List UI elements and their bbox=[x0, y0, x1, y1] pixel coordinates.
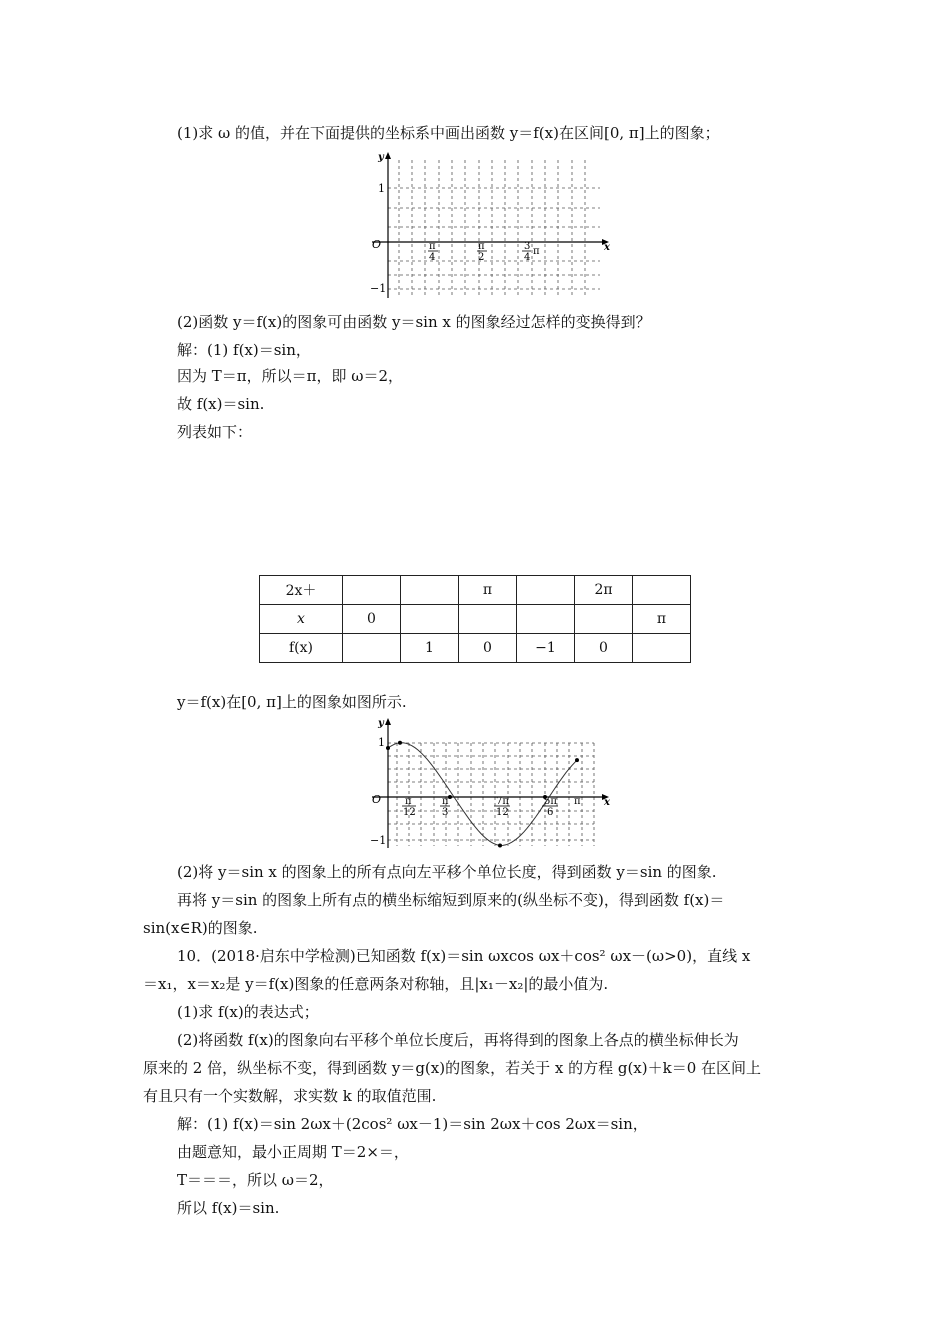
tick-5pi-6 bbox=[542, 796, 558, 818]
table-cell bbox=[343, 634, 401, 663]
problem10-line-5: 原来的 2 倍，纵坐标不变，得到函数 y＝g(x)的图象，若关于 x 的方程 g(x)＋k＝0 在区间上 bbox=[143, 1059, 762, 1077]
table-cell bbox=[633, 634, 691, 663]
problem10-line-2: ＝x₁，x＝x₂是 y＝f(x)图象的任意两条对称轴，且|x₁－x₂|的最小值为. bbox=[143, 975, 609, 993]
table-row bbox=[260, 634, 691, 663]
table-cell: 2π bbox=[575, 576, 633, 605]
table-cell: 0 bbox=[575, 634, 633, 663]
table-cell: 1 bbox=[401, 634, 459, 663]
problem10-line-8: 由题意知，最小正周期 T＝2×＝， bbox=[177, 1143, 409, 1161]
y-axis-arrow bbox=[385, 718, 391, 725]
y-axis-arrow bbox=[385, 152, 391, 159]
tick-pi-3 bbox=[440, 796, 450, 818]
point-zero-1 bbox=[448, 795, 452, 799]
svg-text:4: 4 bbox=[524, 252, 531, 263]
solution-line-1: 解：(1) f(x)＝sin， bbox=[177, 341, 311, 359]
solution-line-4: 列表如下： bbox=[177, 423, 253, 441]
grid-lines bbox=[388, 743, 594, 846]
table-cell: 0 bbox=[343, 605, 401, 634]
table-cell bbox=[459, 605, 517, 634]
table-row bbox=[260, 605, 691, 634]
svg-text:π: π bbox=[442, 796, 449, 807]
problem10-line-6: 有且只有一个实数解，求实数 k 的取值范围. bbox=[143, 1087, 437, 1105]
problem10-line-10: 所以 f(x)＝sin. bbox=[177, 1199, 280, 1217]
table-cell: 2x＋ bbox=[260, 576, 343, 605]
origin-label: O bbox=[372, 793, 382, 806]
empty-coordinate-grid bbox=[366, 150, 616, 300]
table-row bbox=[260, 576, 691, 605]
problem10-line-9: T＝＝＝，所以 ω＝2， bbox=[177, 1171, 334, 1189]
svg-text:5π: 5π bbox=[544, 796, 557, 807]
table-cell bbox=[401, 605, 459, 634]
problem10-line-1: 10．(2018·启东中学检测)已知函数 f(x)＝sin ωxcos ωx＋cos² ωx－(ω>0)，直线 x bbox=[177, 947, 751, 965]
grid-lines bbox=[388, 160, 600, 297]
solution-line-3: 故 f(x)＝sin. bbox=[177, 395, 265, 413]
q1-prompt: (1)求 ω 的值，并在下面提供的坐标系中画出函数 y＝f(x)在区间[0, π]上的图象； bbox=[177, 124, 720, 142]
y-axis-label: y bbox=[378, 152, 384, 163]
table-cell: π bbox=[633, 605, 691, 634]
answer2-line-1: (2)将 y＝sin x 的图象上的所有点向左平移个单位长度，得到函数 y＝sin 的图象. bbox=[177, 863, 717, 881]
y-neg-label: −1 bbox=[370, 834, 387, 847]
solution-line-2: 因为 T＝π，所以＝π，即 ω＝2， bbox=[177, 367, 404, 385]
svg-text:12: 12 bbox=[403, 807, 416, 818]
tick-pi-4 bbox=[428, 241, 438, 263]
answer2-line-3: sin(x∈R)的图象. bbox=[143, 919, 258, 937]
tick-pi: π bbox=[574, 796, 581, 807]
point-end bbox=[575, 758, 579, 762]
svg-text:π: π bbox=[533, 246, 540, 257]
sine-curve bbox=[388, 743, 577, 846]
point-start bbox=[386, 746, 390, 750]
table-cell bbox=[343, 576, 401, 605]
x-axis-label: x bbox=[604, 797, 610, 808]
table-cell: 0 bbox=[459, 634, 517, 663]
problem10-line-4: (2)将函数 f(x)的图象向右平移个单位长度后，再将得到的图象上各点的横坐标伸长为 bbox=[177, 1031, 739, 1049]
problem10-line-7: 解：(1) f(x)＝sin 2ωx＋(2cos² ωx－1)＝sin 2ωx＋cos 2ωx＝sin， bbox=[177, 1115, 648, 1133]
svg-text:2: 2 bbox=[478, 252, 485, 263]
svg-text:12: 12 bbox=[496, 807, 509, 818]
sine-graph bbox=[366, 716, 616, 856]
svg-text:4: 4 bbox=[429, 252, 436, 263]
answer2-line-2: 再将 y＝sin 的图象上所有点的横坐标缩短到原来的(纵坐标不变)，得到函数 f(x)＝ bbox=[177, 891, 725, 909]
table-cell bbox=[633, 576, 691, 605]
svg-text:3: 3 bbox=[524, 241, 531, 252]
point-max bbox=[398, 741, 402, 745]
svg-text:3: 3 bbox=[442, 807, 449, 818]
value-table bbox=[259, 575, 691, 663]
origin-label: O bbox=[372, 238, 382, 251]
tick-7pi-12 bbox=[494, 796, 510, 818]
y-axis-label: y bbox=[378, 718, 384, 729]
table-cell bbox=[401, 576, 459, 605]
tick-pi-2 bbox=[477, 241, 487, 263]
svg-text:π: π bbox=[429, 241, 436, 252]
y-pos-label: 1 bbox=[378, 736, 385, 749]
table-cell bbox=[575, 605, 633, 634]
table-cell: π bbox=[459, 576, 517, 605]
svg-text:π: π bbox=[478, 241, 485, 252]
x-axis-label: x bbox=[604, 242, 610, 253]
tick-3pi-4 bbox=[522, 241, 540, 263]
svg-text:7π: 7π bbox=[496, 796, 509, 807]
table-cell: f(x) bbox=[260, 634, 343, 663]
graph-caption: y＝f(x)在[0, π]上的图象如图所示. bbox=[177, 693, 407, 711]
problem10-line-3: (1)求 f(x)的表达式； bbox=[177, 1003, 319, 1021]
y-neg-label: −1 bbox=[370, 282, 387, 295]
y-pos-label: 1 bbox=[378, 182, 385, 195]
table-cell: −1 bbox=[517, 634, 575, 663]
point-min bbox=[498, 844, 502, 848]
table-cell bbox=[517, 576, 575, 605]
q2-prompt: (2)函数 y＝f(x)的图象可由函数 y＝sin x 的图象经过怎样的变换得到？ bbox=[177, 313, 651, 331]
table-cell: x bbox=[260, 605, 343, 634]
tick-pi-12 bbox=[402, 796, 416, 818]
svg-text:6: 6 bbox=[547, 807, 554, 818]
table-cell bbox=[517, 605, 575, 634]
svg-text:π: π bbox=[405, 796, 412, 807]
